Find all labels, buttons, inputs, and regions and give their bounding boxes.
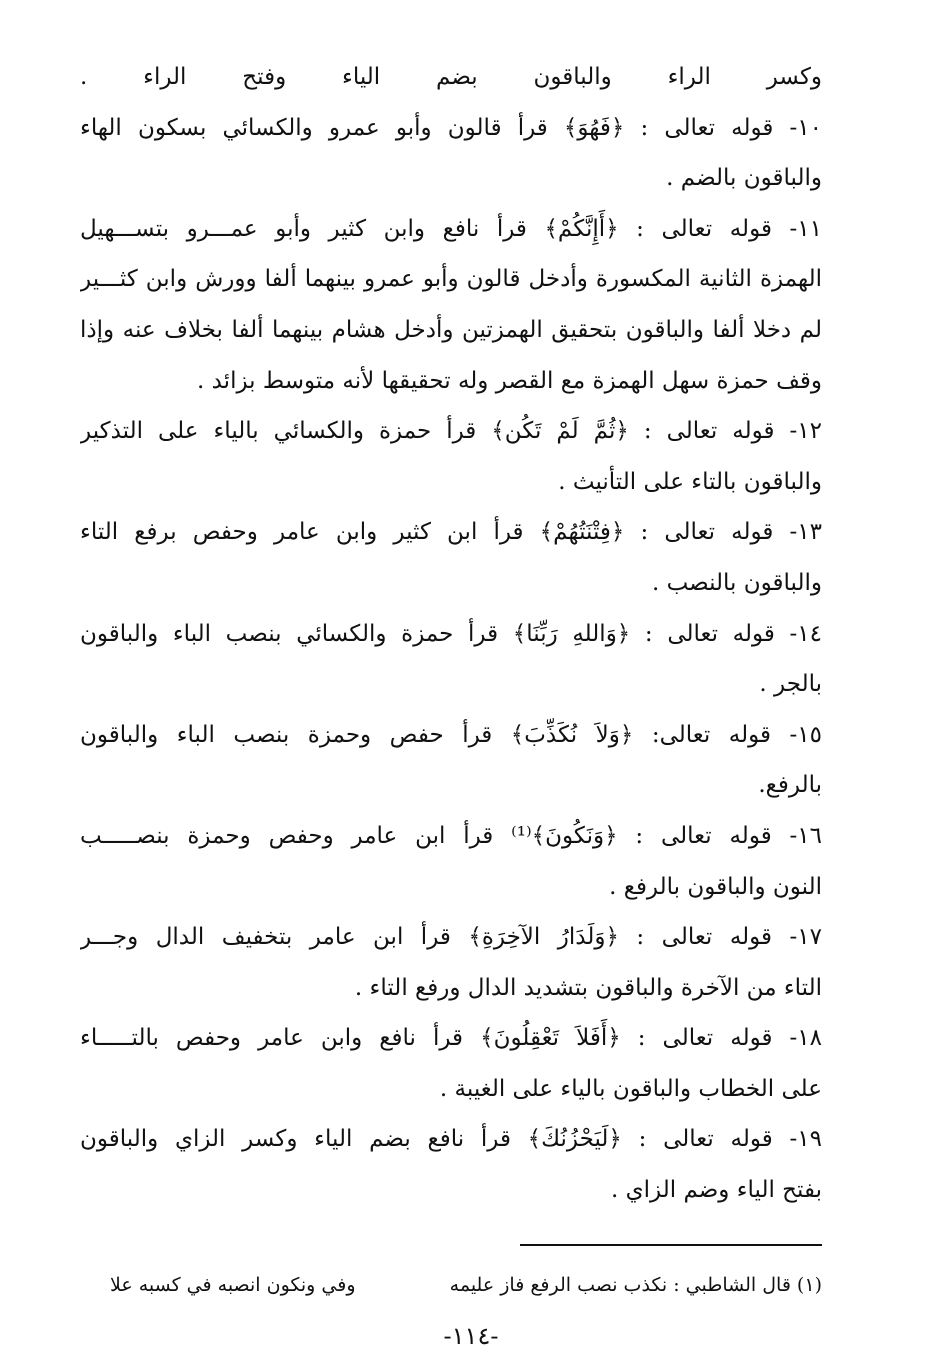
footnote-divider	[520, 1244, 822, 1246]
footnote	[110, 1268, 822, 1302]
footnote-verse-second-half: وفي ونكون انصبه في كسبه علا	[110, 1274, 356, 1296]
text-line: ١٣- قوله تعالى : ﴿فِتْنَتُهُمْ﴾ قرأ ابن كثير وابن عامر وحفص برفع التاء	[80, 519, 822, 546]
text-line: ١٥- قوله تعالى: ﴿وَلاَ نُكَذِّبَ﴾ قرأ حفص وحمزة بنصب الباء والباقون	[80, 721, 822, 748]
text-line: ١٠- قوله تعالى : ﴿فَهُوَ﴾ قرأ قالون وأبو عمرو والكسائي بسكون الهاء	[80, 114, 822, 141]
text-line: ١١- قوله تعالى : ﴿أَإِنَّكُمْ﴾ قرأ نافع وابن كثير وأبو عمـــرو بتســـهيل	[80, 215, 822, 242]
text-line: والباقون بالنصب .	[651, 569, 822, 596]
text-line: الهمزة الثانية المكسورة وأدخل قالون وأبو عمرو بينهما ألفا وورش وابن كثـــير	[80, 266, 822, 293]
text-line: بالجر .	[759, 671, 822, 698]
text-line: بفتح الياء وضم الزاي .	[611, 1177, 822, 1204]
text-line: وكسر الراء والباقون بضم الياء وفتح الراء .	[80, 64, 822, 90]
page-body	[80, 52, 822, 1216]
text-line: والباقون بالتاء على التأنيث .	[558, 468, 822, 495]
text-line: ١٨- قوله تعالى : ﴿أَفَلاَ تَعْقِلُونَ﴾ قرأ نافع وابن عامر وحفص بالتـــــاء	[80, 1025, 822, 1052]
text-line: بالرفع.	[758, 772, 822, 799]
text-line: ١٩- قوله تعالى : ﴿لَيَحْزُنُكَ﴾ قرأ نافع بضم الياء وكسر الزاي والباقون	[80, 1126, 822, 1153]
text-line: ١٢- قوله تعالى : ﴿ثُمَّ لَمْ تَكُن﴾ قرأ حمزة والكسائي بالياء على التذكير	[80, 418, 822, 445]
footnote-verse-first-half: (١) قال الشاطبي : نكذب نصب الرفع فاز عليمه	[449, 1274, 822, 1296]
text-line: النون والباقون بالرفع .	[609, 873, 822, 900]
text-line: ١٤- قوله تعالى : ﴿وَاللهِ رَبِّنَا﴾ قرأ حمزة والكسائي بنصب الباء والباقون	[80, 620, 822, 647]
text-line: على الخطاب والباقون بالياء على الغيبة .	[439, 1075, 822, 1102]
text-line: ١٦- قوله تعالى : ﴿وَنَكُونَ﴾⁽¹⁾ قرأ ابن عامر وحفص وحمزة بنصـــــب	[80, 822, 822, 849]
page-number: -١١٤-	[443, 1322, 499, 1350]
text-line: والباقون بالضم .	[666, 165, 822, 192]
text-line: وقف حمزة سهل الهمزة مع القصر وله تحقيقها لأنه متوسط بزائد .	[196, 367, 822, 394]
text-line: ١٧- قوله تعالى : ﴿وَلَدَارُ الآخِرَةِ﴾ قرأ ابن عامر بتخفيف الدال وجـــر	[80, 924, 822, 951]
text-line: التاء من الآخرة والباقون بتشديد الدال ورفع التاء .	[354, 974, 822, 1001]
text-line: لم دخلا ألفا والباقون بتحقيق الهمزتين وأدخل هشام بينهما ألفا بخلاف عنه وإذا	[80, 316, 822, 343]
